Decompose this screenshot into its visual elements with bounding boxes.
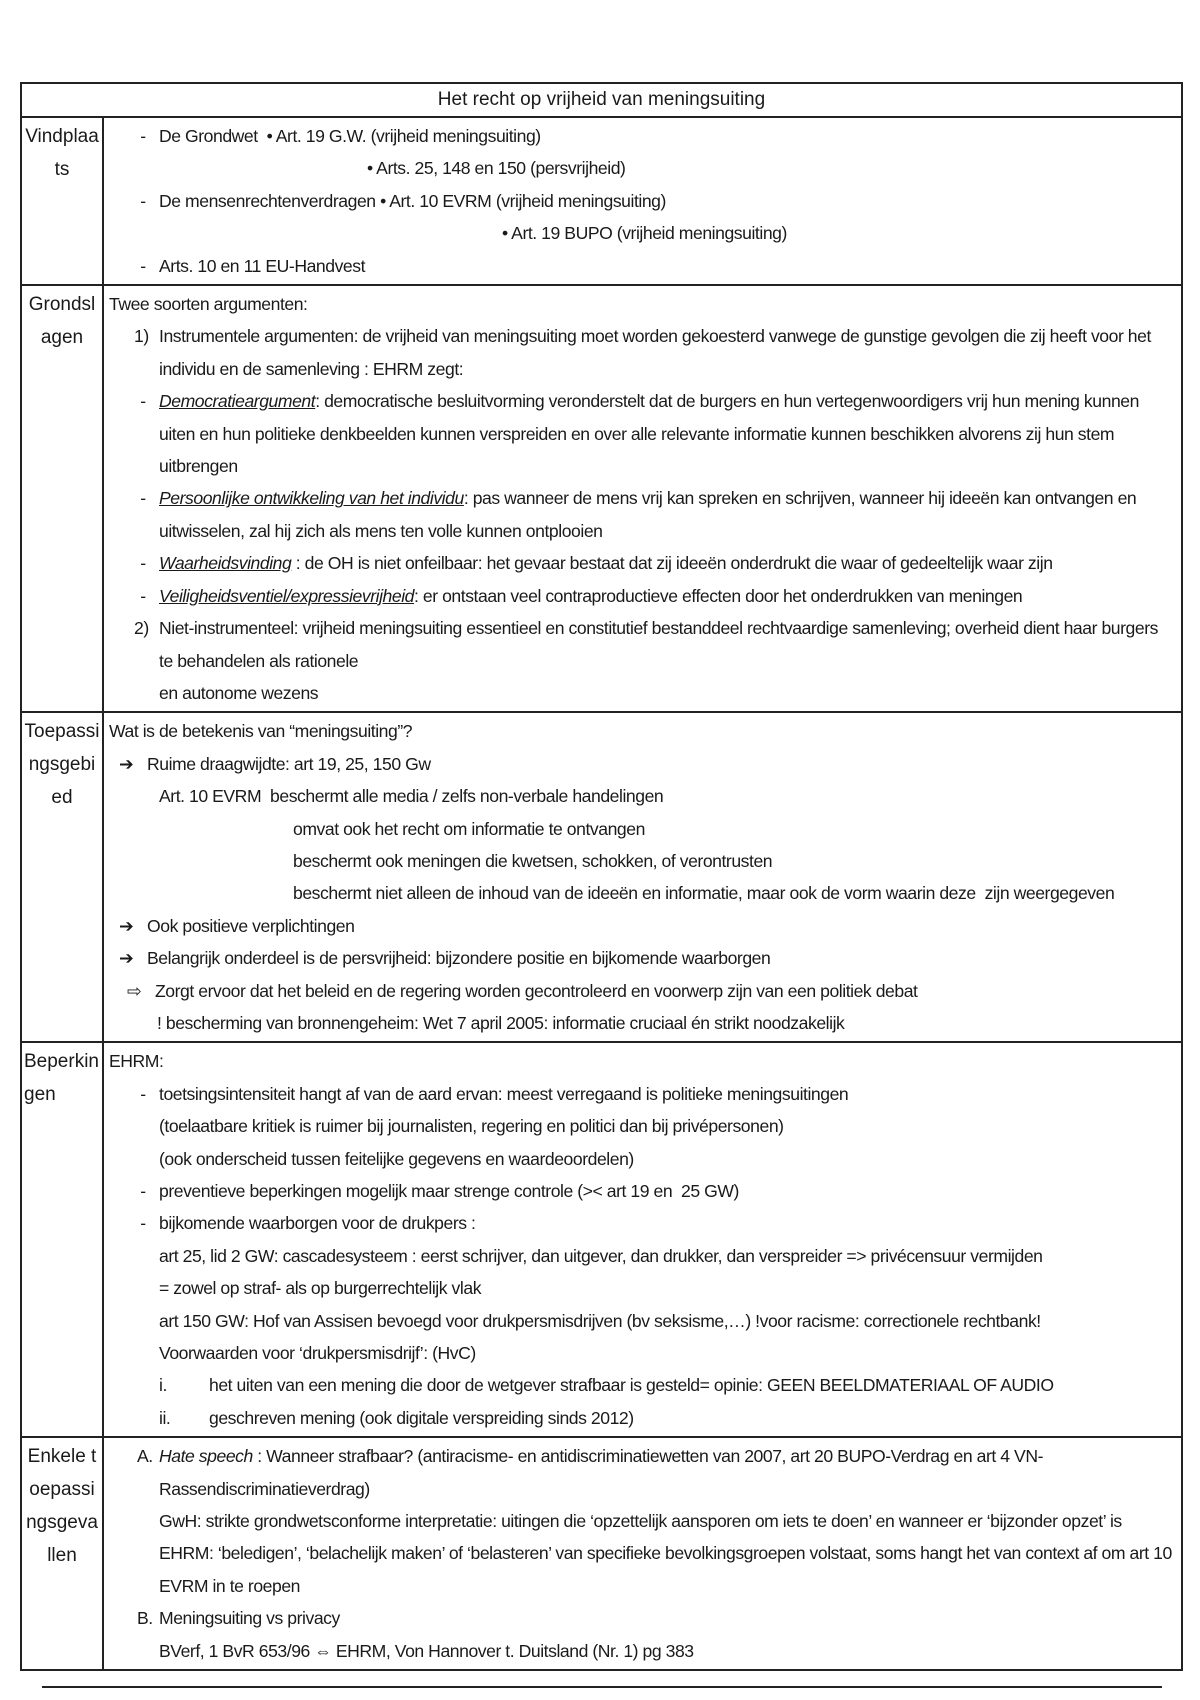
list-subitem: • Arts. 25, 148 en 150 (persvrijheid) [367,158,626,179]
dash-bullet: - [140,1083,146,1104]
arrow-icon: ➔ [119,948,134,969]
list-text: : pas wanneer de mens vrij kan spreken en schrijven, wanneer hij ideeën kan ontvangen en uitwisselen, zal hij zich als mens ten volle kunnen ontplooien [159,488,1141,541]
row-grondslagen [21,285,1182,712]
sub-text: omvat ook het recht om informatie te ontvangen [293,818,645,839]
item-letter: A. [137,1446,153,1467]
content-beperkingen [103,1042,1182,1437]
list-item [109,185,1176,217]
arrow-item [109,910,1176,942]
term: Veiligheidsventiel/expressievrijheid [159,585,415,606]
list-text: : er ontstaan veel contraproductieve effecten door het onderdrukken van meningen [414,585,1023,606]
dash-bullet: - [140,391,146,412]
sub-text: art 150 GW: Hof van Assisen bevoegd voor drukpersmisdrijven (bv seksisme,…) !voor racisme: correctionele rechtbank! [159,1310,1041,1331]
question-text: Wat is de betekenis van “meningsuiting”? [109,721,413,742]
sub-text: beschermt niet alleen de inhoud van de ideeën en informatie, maar ook de vorm waarin deze zijn weergegeven [293,883,1115,904]
arrow-text: Ruime draagwijdte: art 19, 25, 150 Gw [147,753,431,774]
roman-number: i. [159,1375,167,1396]
section-head: EHRM: [109,1051,164,1072]
sub-text: EHRM: ‘beledigen’, ‘belachelijk maken’ of ‘belasteren’ van specifieke bevolkingsgroepen volstaat, soms hangt het van context af om art 10 EVRM in te roepen [159,1543,1177,1596]
sub-text: (toelaatbare kritiek is ruimer bij journalisten, regering en politici dan bij privépersonen) [159,1116,784,1137]
numbered-item [109,320,1176,385]
list-text: De mensenrechtenverdragen • Art. 10 EVRM (vrijheid meningsuiting) [159,190,666,211]
row-beperkingen [21,1042,1182,1437]
term: Persoonlijke ontwikkeling van het individu [159,488,464,509]
row-vindplaats [21,117,1182,285]
sub-text: BVerf, 1 BvR 653/96 ⇔ EHRM, Von Hannover t. Duitsland (Nr. 1) pg 383 [159,1640,694,1661]
content-vindplaats [103,117,1182,285]
dash-bullet: - [140,126,146,146]
roman-number: ii. [159,1407,171,1428]
item-number: 1) [134,326,149,347]
note-text: ! bescherming van bronnengeheim: Wet 7 april 2005: informatie cruciaal én strikt noodzakelijk [157,1012,845,1033]
list-text: De Grondwet • Art. 19 G.W. (vrijheid meningsuiting) [159,126,541,146]
roman-item [109,1369,1176,1401]
list-item [109,1078,1176,1110]
sub-text: = zowel op straf- als op burgerrechtelijk vlak [159,1278,482,1299]
list-text: toetsingsintensiteit hangt af van de aard ervan: meest verregaand is politieke meningsuitingen [159,1083,849,1104]
list-item [109,385,1176,482]
list-item [109,482,1176,547]
term: Waarheidsvinding [159,553,292,574]
list-text: : democratische besluitvorming veronderstelt dat de burgers en hun vertegenwoordigers vrij hun mening kunnen uiten en hun politieke denkbeelden kunnen verspreiden en over alle relevante informatie kunnen beschikken alvorens zij hun stem uitbrengen [159,391,1144,477]
label-grondslagen: Grondslagen [21,285,103,712]
arrow-icon: ➔ [119,915,134,936]
term: Hate speech [159,1446,253,1467]
item-text: : Wanneer strafbaar? (antiracisme- en antidiscriminatiewetten van 2007, art 20 BUPO-Verdrag en art 4 VN-Rassendiscriminatieverdrag) [159,1446,1043,1499]
open-arrow-icon: ⇨ [127,980,142,1001]
sub-text: GwH: strikte grondwetsconforme interpretatie: uitingen die ‘opzettelijk aansporen om iets te doen’ en wanneer er ‘bijzonder opzet’ is [159,1511,1122,1532]
sub-text: Voorwaarden voor ‘drukpersmisdrijf’: (HvC) [159,1343,476,1364]
document-page [20,82,1183,1671]
roman-text: geschreven mening (ook digitale verspreiding sinds 2012) [209,1407,634,1428]
item-text: Instrumentele argumenten: de vrijheid van meningsuiting moet worden gekoesterd vanwege de gunstige gevolgen die zij heeft voor het individu en de samenleving : EHRM zegt: [159,326,1156,379]
list-item [109,580,1176,612]
summary-table [20,82,1183,1671]
content-toepassingsgebied [103,712,1182,1042]
table-title: Het recht op vrijheid van meningsuiting [21,83,1182,117]
list-text: preventieve beperkingen mogelijk maar strenge controle (>< art 19 en 25 GW) [159,1181,739,1201]
roman-item [109,1402,1176,1434]
list-text: : de OH is niet onfeilbaar: het gevaar bestaat dat zij ideeën onderdrukt die waar of gedeeltelijk waar zijn [291,553,1053,574]
intro-text: Twee soorten argumenten: [109,294,308,315]
open-arrow-item [109,975,1176,1007]
arrow-text: Belangrijk onderdeel is de persvrijheid: bijzondere positie en bijkomende waarborgen [147,948,771,969]
item-text: Niet-instrumenteel: vrijheid meningsuiting essentieel en constitutief bestanddeel rechtvaardige samenleving; overheid dient haar burgers te behandelen als rationele [159,618,1163,671]
item-number: 2) [134,618,149,639]
term: Democratieargument [159,391,316,412]
numbered-item [109,612,1176,677]
list-text: Arts. 10 en 11 EU-Handvest [159,255,366,276]
list-item [109,250,1176,282]
arrow-icon: ➔ [119,753,134,774]
row-toepassingsgebied [21,712,1182,1042]
item-text: Meningsuiting vs privacy [159,1608,340,1629]
dash-bullet: - [140,553,146,574]
sub-text: Art. 10 EVRM beschermt alle media / zelfs non-verbale handelingen [159,786,664,807]
arrow-text: Ook positieve verplichtingen [147,915,355,936]
bottom-divider [42,1686,1162,1688]
label-beperkingen: Beperkingen [21,1042,103,1437]
lettered-item [109,1602,1176,1634]
arrow-item [109,748,1176,780]
sub-text: beschermt ook meningen die kwetsen, schokken, of verontrusten [293,850,773,871]
lettered-item [109,1440,1176,1505]
list-subitem: • Art. 19 BUPO (vrijheid meningsuiting) [502,223,787,244]
content-toepassingsgevallen [103,1437,1182,1670]
dash-bullet: - [140,585,146,606]
label-toepassingsgebied: Toepassingsgebied [21,712,103,1042]
label-vindplaats: Vindplaats [21,117,103,285]
dash-bullet: - [140,255,146,276]
dash-bullet: - [140,1181,146,1201]
dash-bullet: - [140,1213,146,1234]
roman-text: het uiten van een mening die door de wetgever strafbaar is gesteld= opinie: GEEN BEELDMATERIAAL OF AUDIO [209,1375,1054,1396]
label-toepassingsgevallen: Enkele toepassingsgevallen [21,1437,103,1670]
list-item [109,1175,1176,1207]
title-row [21,83,1182,117]
item-letter: B. [137,1608,153,1629]
arrow-text: Zorgt ervoor dat het beleid en de regering worden gecontroleerd en voorwerp zijn van een politiek debat [155,980,918,1001]
list-item [109,1207,1176,1239]
list-text: bijkomende waarborgen voor de drukpers : [159,1213,476,1234]
item-continuation: en autonome wezens [159,682,319,703]
list-item [109,120,1176,152]
dash-bullet: - [140,488,146,509]
sub-text: art 25, lid 2 GW: cascadesysteem : eerst schrijver, dan uitgever, dan drukker, dan verspreider => privécensuur vermijden [159,1245,1043,1266]
sub-text: (ook onderscheid tussen feitelijke gegevens en waardeoordelen) [159,1148,634,1169]
content-grondslagen [103,285,1182,712]
list-item [109,547,1176,579]
arrow-item [109,942,1176,974]
dash-bullet: - [140,190,146,211]
row-toepassingsgevallen [21,1437,1182,1670]
